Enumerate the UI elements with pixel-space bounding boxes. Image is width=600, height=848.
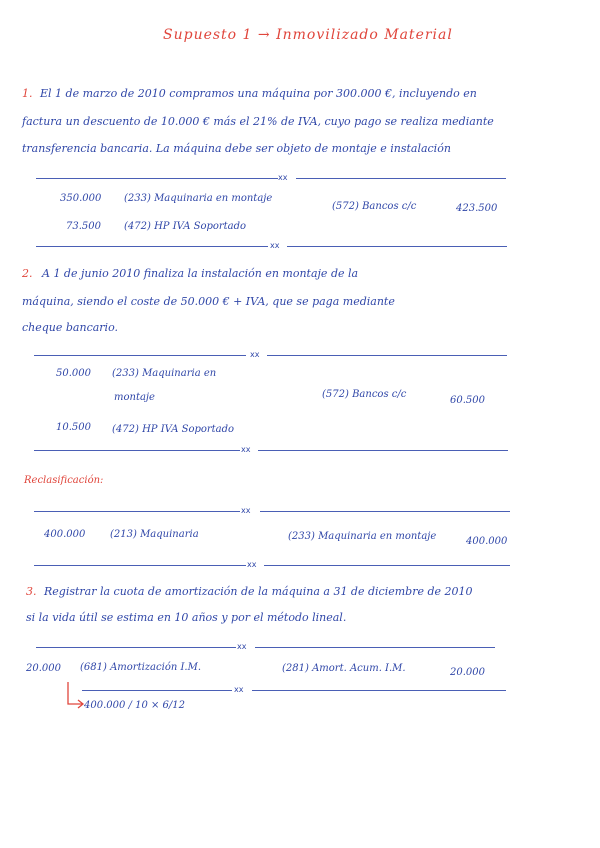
journal-separator-mark: xx [250, 350, 260, 359]
journal-separator-mark: xx [241, 506, 251, 515]
exercise-2-line-1: A 1 de junio 2010 finaliza la instalación en montaje de la [42, 267, 359, 280]
entry-2-debit-1-account: (233) Maquinaria en [112, 368, 217, 379]
entry-2-credit-amount: 60.500 [450, 395, 485, 406]
journal-separator [296, 178, 506, 179]
journal-separator-mark: xx [237, 642, 247, 651]
journal-separator [255, 647, 495, 648]
exercise-1-line-1: El 1 de marzo de 2010 compramos una máquina por 300.000 €, incluyendo en [40, 87, 477, 100]
journal-separator-mark: xx [278, 173, 288, 182]
journal-separator [34, 450, 240, 451]
exercise-3-line-2: si la vida útil se estima en 10 años y por el método lineal. [26, 611, 347, 624]
journal-separator [82, 690, 232, 691]
entry-1-debit-2-account: (472) HP IVA Soportado [124, 221, 247, 232]
journal-separator [34, 355, 246, 356]
entry-1-debit-2-amount: 73.500 [66, 221, 101, 232]
entry-2-debit-1-account-cont: montaje [114, 392, 155, 403]
journal-separator [36, 246, 268, 247]
journal-separator-mark: xx [247, 560, 257, 569]
journal-separator [287, 246, 507, 247]
entry-1-credit-account: (572) Bancos c/c [332, 201, 417, 212]
journal-separator [36, 647, 236, 648]
entry-1-debit-1-account: (233) Maquinaria en montaje [124, 193, 273, 204]
entry-3-credit-account: (281) Amort. Acum. I.M. [282, 663, 406, 674]
reclass-credit-amount: 400.000 [466, 536, 508, 547]
page-title: Supuesto 1 → Inmovilizado Material [163, 27, 453, 43]
reclass-debit-account: (213) Maquinaria [110, 529, 199, 540]
journal-separator [267, 355, 507, 356]
exercise-1-line-3: transferencia bancaria. La máquina debe ser objeto de montaje e instalación [22, 142, 451, 155]
journal-separator-mark: xx [234, 685, 244, 694]
journal-separator [264, 565, 510, 566]
journal-separator-mark: xx [241, 445, 251, 454]
entry-2-debit-1-amount: 50.000 [56, 368, 91, 379]
entry-3-debit-account: (681) Amortización I.M. [80, 662, 202, 673]
exercise-2-line-2: máquina, siendo el coste de 50.000 € + IVA, que se paga mediante [22, 295, 395, 308]
entry-1-debit-1-amount: 350.000 [60, 193, 102, 204]
reclassification-label: Reclasificación: [24, 475, 104, 486]
journal-separator [34, 565, 246, 566]
entry-3-credit-amount: 20.000 [450, 667, 485, 678]
exercise-1-line-2: factura un descuento de 10.000 € más el 21% de IVA, cuyo pago se realiza mediante [22, 115, 494, 128]
journal-separator [36, 178, 278, 179]
exercise-2-line-3: cheque bancario. [22, 321, 118, 334]
journal-separator [258, 450, 508, 451]
entry-2-credit-account: (572) Bancos c/c [322, 389, 407, 400]
amortization-calculation: 400.000 / 10 × 6/12 [84, 700, 185, 711]
entry-1-credit-amount: 423.500 [456, 203, 498, 214]
entry-3-debit-amount: 20.000 [26, 663, 61, 674]
journal-separator-mark: xx [270, 241, 280, 250]
exercise-1-number: 1. [22, 87, 33, 100]
exercise-3-line-1: Registrar la cuota de amortización de la máquina a 31 de diciembre de 2010 [44, 585, 473, 598]
reclass-credit-account: (233) Maquinaria en montaje [288, 531, 437, 542]
entry-2-debit-2-amount: 10.500 [56, 422, 91, 433]
journal-separator [34, 511, 240, 512]
reclass-debit-amount: 400.000 [44, 529, 86, 540]
entry-2-debit-2-account: (472) HP IVA Soportado [112, 424, 235, 435]
exercise-2-number: 2. [22, 267, 33, 280]
exercise-3-number: 3. [26, 585, 37, 598]
journal-separator [252, 690, 506, 691]
journal-separator [260, 511, 510, 512]
